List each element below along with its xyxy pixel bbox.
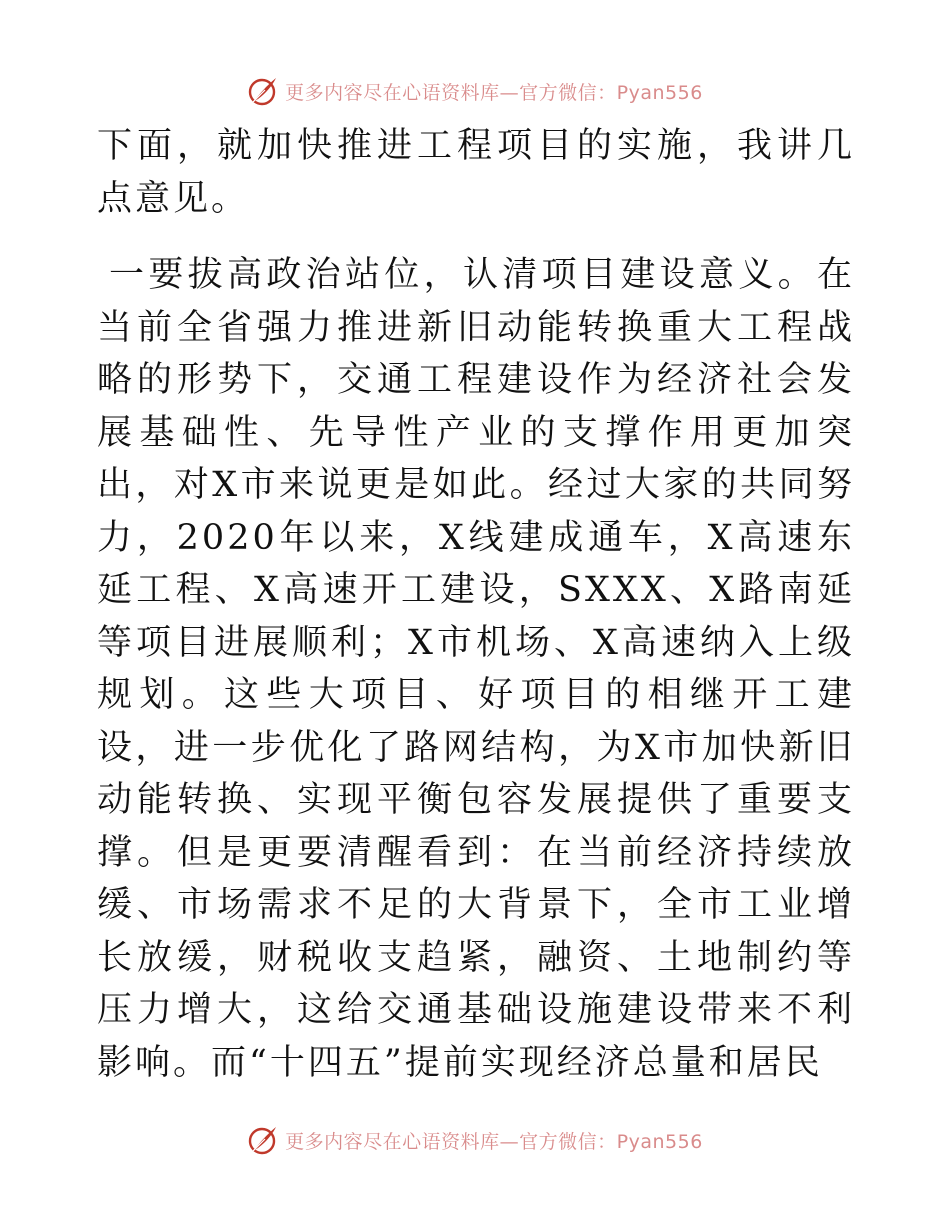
paragraph-point-one: 一要拔高政治站位，认清项目建设意义。在当前全省强力推进新旧动能转换重大工程战略的形势下，交通工程建设作为经济社会发展基础性、先导性产业的支撑作用更加突出，对X市来说更是如此。经过大家的共同努力，2020年以来，X线建成通车，X高速东延工程、X高速开工建设，SXXX、X路南延等项目进展顺利；X市机场、X高速纳入上级规划。这些大项目、好项目的相继开工建设，进一步优化了路网结构，为X市加快新旧动能转换、实现平衡包容发展提供了重要支撑。但是更要清醒看到：在当前经济持续放缓、市场需求不足的大背景下，全市工业增长放缓，财税收支趋紧，融资、土地制约等压力增大，这给交通基础设施建设带来不利影响。而“十四五”提前实现经济总量和居民 bbox=[97, 255, 855, 1083]
watermark-text: 更多内容尽在心语资料库—官方微信：Pyan556 bbox=[285, 1130, 703, 1153]
watermark-text: 更多内容尽在心语资料库—官方微信：Pyan556 bbox=[285, 81, 703, 104]
feather-quill-logo-icon bbox=[247, 1124, 279, 1156]
document-body bbox=[97, 120, 855, 1089]
header-watermark bbox=[0, 71, 950, 111]
footer-watermark bbox=[0, 1120, 950, 1160]
feather-quill-logo-icon bbox=[247, 75, 279, 107]
wechat-id: Pyan556 bbox=[616, 81, 703, 104]
wechat-id: Pyan556 bbox=[616, 1130, 703, 1153]
paragraph-intro: 下面，就加快推进工程项目的实施，我讲几点意见。 bbox=[97, 126, 855, 219]
